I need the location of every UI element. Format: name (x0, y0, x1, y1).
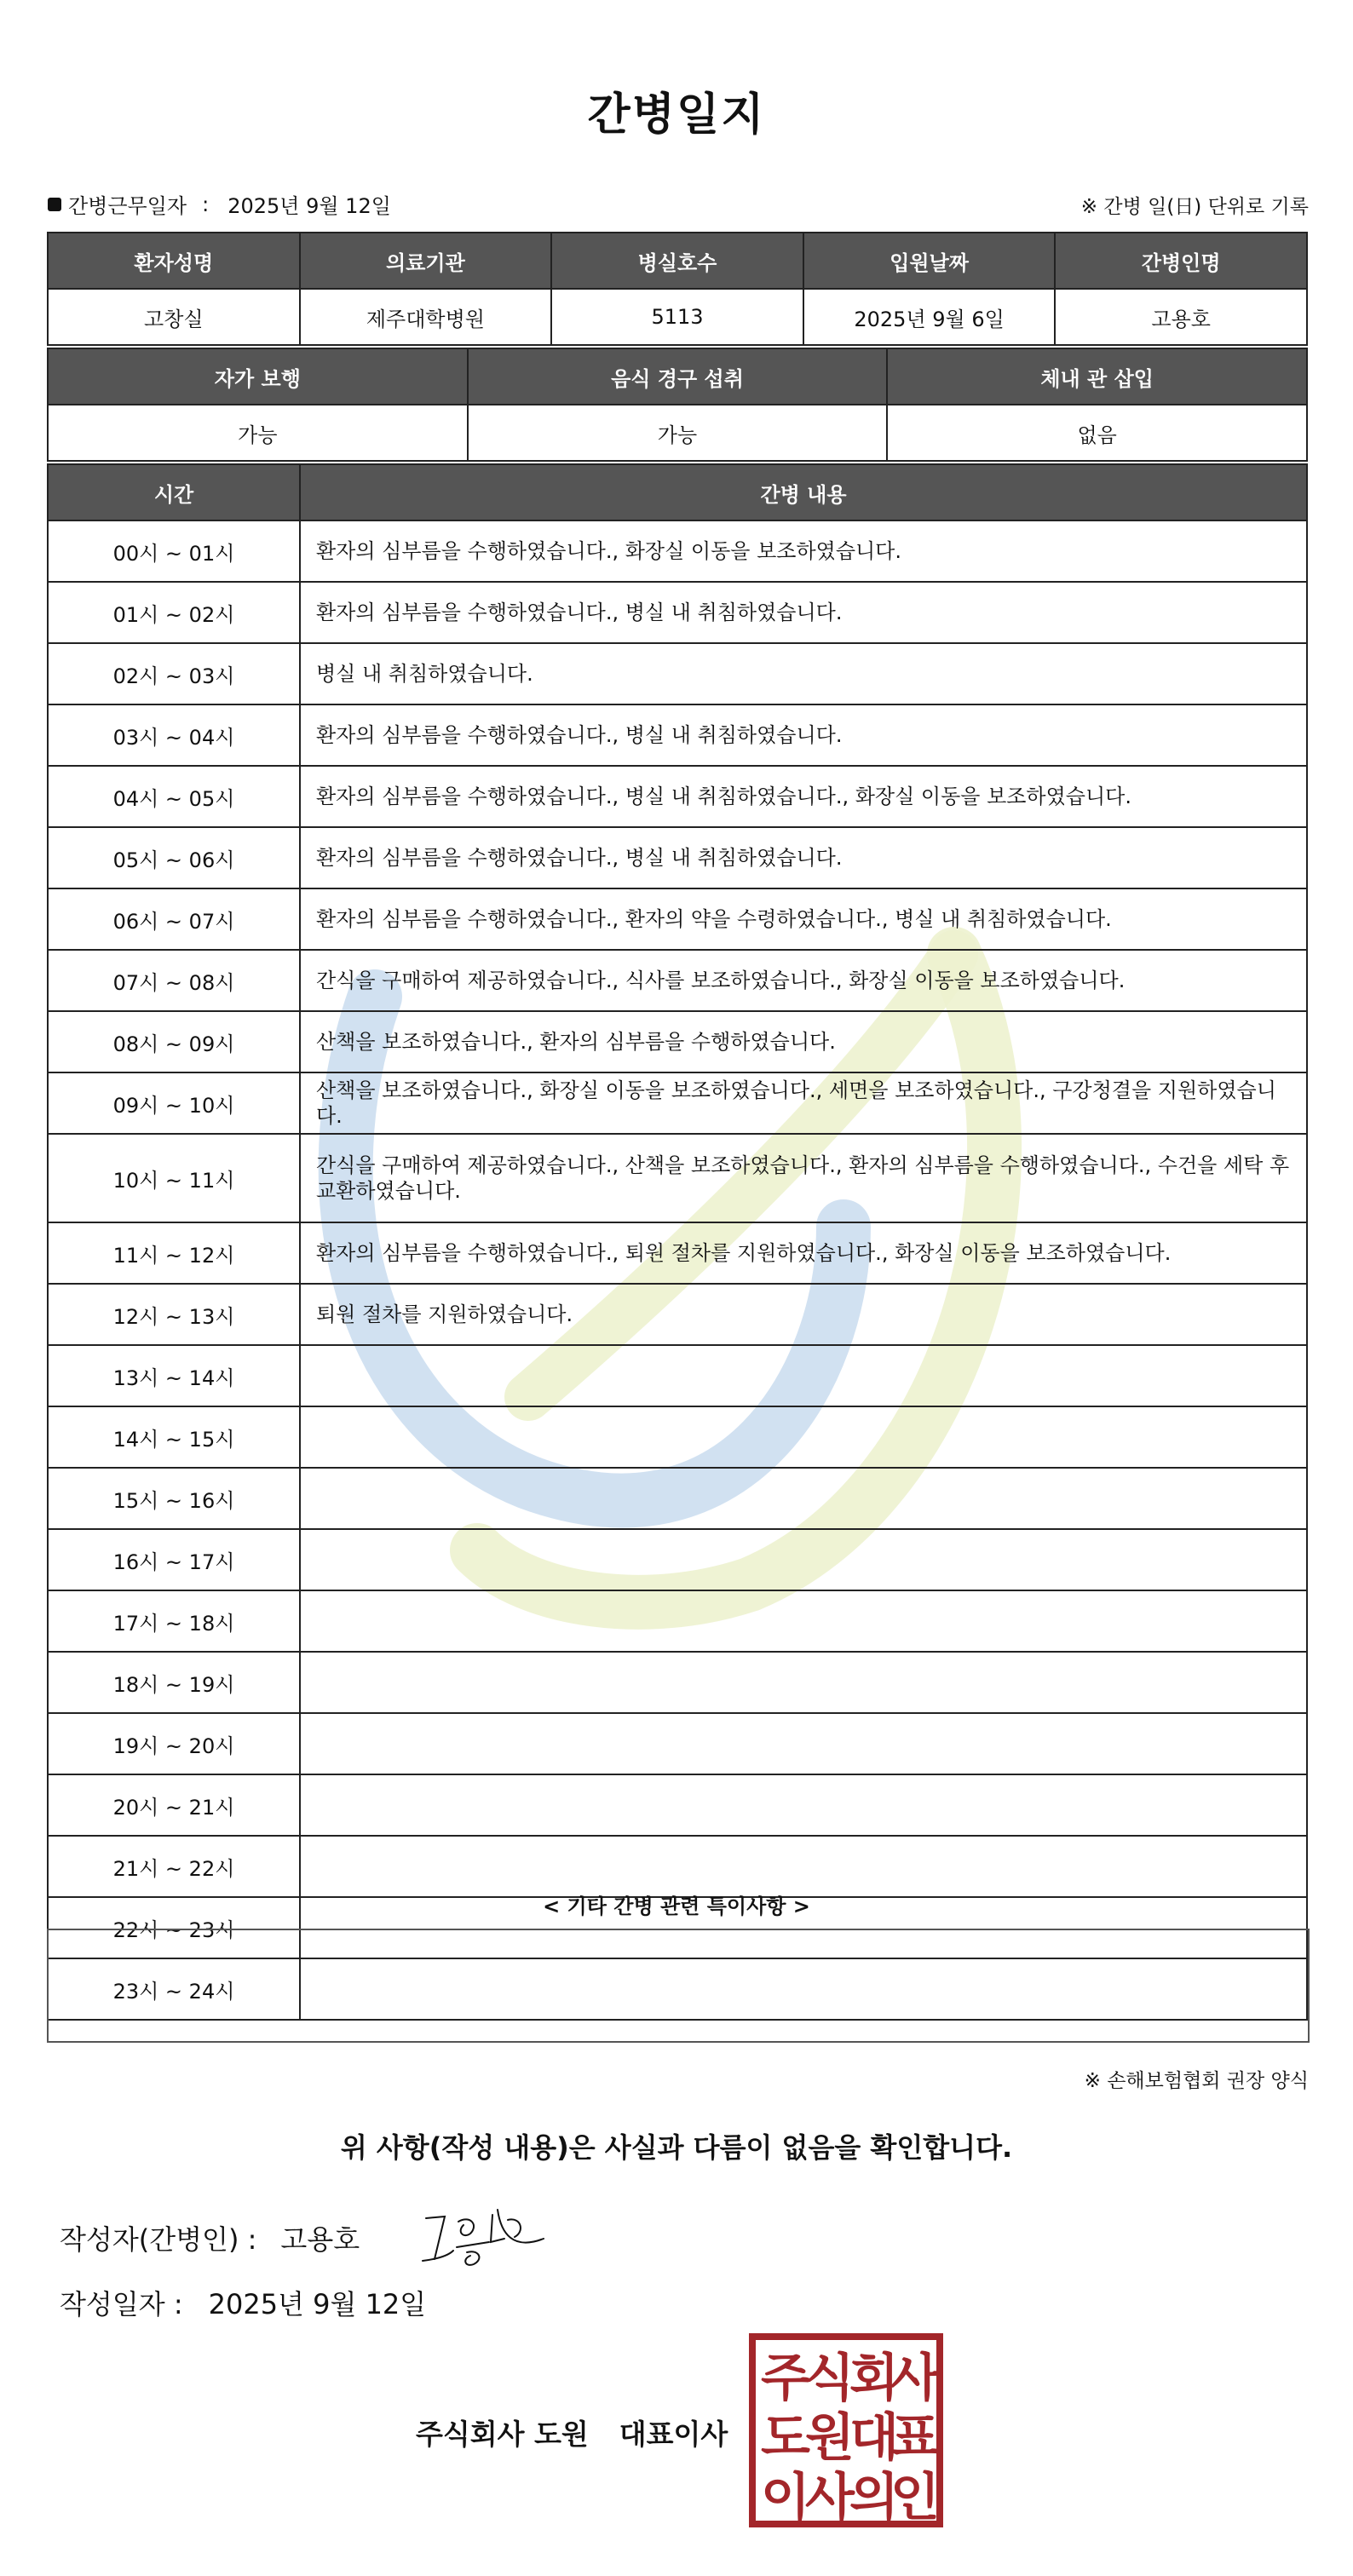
care-log-time: 17시 ~ 18시 (48, 1590, 300, 1652)
care-log-row (48, 520, 1307, 582)
care-log-time: 09시 ~ 10시 (48, 1072, 300, 1134)
care-log-content (300, 1529, 1307, 1590)
header-room-number: 병실호수 (551, 233, 803, 289)
care-log-row (48, 704, 1307, 766)
care-log-content: 환자의 심부름을 수행하였습니다., 병실 내 취침하였습니다. (300, 582, 1307, 643)
care-log-content: 환자의 심부름을 수행하였습니다., 퇴원 절차를 지원하였습니다., 화장실 이동을 보조하였습니다. (300, 1222, 1307, 1284)
svg-text:인: 인 (890, 2468, 940, 2527)
care-log-time: 13시 ~ 14시 (48, 1345, 300, 1406)
form-note: ※ 손해보험협회 권장 양식 (1084, 2070, 1309, 2092)
care-log-row (48, 1284, 1307, 1345)
care-log-table (47, 463, 1308, 2021)
care-log-time: 22시 ~ 23시 (48, 1897, 300, 1958)
care-log-content: 산책을 보조하였습니다., 환자의 심부름을 수행하였습니다. (300, 1011, 1307, 1072)
care-log-row (48, 950, 1307, 1011)
svg-text:사: 사 (805, 2468, 855, 2527)
care-log-time: 07시 ~ 08시 (48, 950, 300, 1011)
care-log-time: 06시 ~ 07시 (48, 888, 300, 950)
written-date-value: 2025년 9월 12일 (208, 2288, 427, 2320)
care-log-time: 08시 ~ 09시 (48, 1011, 300, 1072)
confirmation-statement: 위 사항(작성 내용)은 사실과 다름이 없음을 확인합니다. (340, 2131, 1013, 2164)
svg-text:도: 도 (761, 2408, 810, 2468)
ceo-title: 대표이사 (619, 2418, 728, 2451)
tube-insertion-value: 없음 (887, 405, 1307, 461)
work-date-label: 간병근무일자 (68, 194, 187, 218)
care-log-time: 16시 ~ 17시 (48, 1529, 300, 1590)
care-log-row (48, 827, 1307, 888)
care-log-content: 병실 내 취침하였습니다. (300, 643, 1307, 704)
care-log-content (300, 1468, 1307, 1529)
care-log-content (300, 1713, 1307, 1774)
writer-row (60, 2218, 360, 2257)
care-log-content: 환자의 심부름을 수행하였습니다., 화장실 이동을 보조하였습니다. (300, 520, 1307, 582)
care-log-time: 11시 ~ 12시 (48, 1222, 300, 1284)
care-log-content: 환자의 심부름을 수행하였습니다., 병실 내 취침하였습니다., 화장실 이동을 보조하였습니다. (300, 766, 1307, 827)
header-time: 시간 (48, 464, 300, 520)
care-log-time: 23시 ~ 24시 (48, 1958, 300, 2020)
svg-text:회: 회 (849, 2349, 899, 2408)
care-log-time: 21시 ~ 22시 (48, 1836, 300, 1897)
care-log-content: 퇴원 절차를 지원하였습니다. (300, 1284, 1307, 1345)
svg-text:대: 대 (849, 2408, 899, 2468)
header-patient-name: 환자성명 (48, 233, 300, 289)
work-date-colon: : (202, 192, 210, 216)
work-date-row (48, 189, 391, 219)
care-log-row (48, 888, 1307, 950)
care-log-row (48, 1590, 1307, 1652)
record-unit-note: ※ 간병 일(日) 단위로 기록 (1080, 196, 1309, 218)
care-log-content: 간식을 구매하여 제공하였습니다., 식사를 보조하였습니다., 화장실 이동을 보조하였습니다. (300, 950, 1307, 1011)
care-log-content: 환자의 심부름을 수행하였습니다., 병실 내 취침하였습니다. (300, 827, 1307, 888)
written-date-row (60, 2283, 426, 2322)
oral-intake-value: 가능 (468, 405, 888, 461)
written-date-label: 작성일자 : (60, 2288, 183, 2320)
care-log-time: 02시 ~ 03시 (48, 643, 300, 704)
care-log-time: 20시 ~ 21시 (48, 1774, 300, 1836)
svg-text:식: 식 (805, 2349, 855, 2408)
company-seal-stamp (748, 2332, 944, 2528)
care-log-time: 12시 ~ 13시 (48, 1284, 300, 1345)
company-name: 주식회사 도원 (416, 2418, 589, 2451)
admission-date: 2025년 9월 6일 (803, 289, 1056, 345)
care-log-content: 산책을 보조하였습니다., 화장실 이동을 보조하였습니다., 세면을 보조하였습니다., 구강청결을 지원하였습니다. (300, 1072, 1307, 1134)
care-log-time: 04시 ~ 05시 (48, 766, 300, 827)
hospital-name: 제주대학병원 (300, 289, 552, 345)
care-log-content (300, 1652, 1307, 1713)
header-admission-date: 입원날짜 (803, 233, 1056, 289)
care-log-row (48, 1836, 1307, 1897)
care-log-row (48, 1072, 1307, 1134)
care-log-row (48, 1406, 1307, 1468)
remarks-box (47, 1929, 1310, 2043)
care-log-time: 14시 ~ 15시 (48, 1406, 300, 1468)
care-log-time: 01시 ~ 02시 (48, 582, 300, 643)
care-log-row (48, 582, 1307, 643)
care-log-time: 15시 ~ 16시 (48, 1468, 300, 1529)
care-log-row (48, 1345, 1307, 1406)
care-log-content (300, 1590, 1307, 1652)
svg-text:주: 주 (761, 2349, 810, 2408)
care-log-time: 00시 ~ 01시 (48, 520, 300, 582)
self-walking-value: 가능 (48, 405, 468, 461)
remarks-title: < 기타 간병 관련 특이사항 > (543, 1895, 810, 1918)
care-log-row (48, 1652, 1307, 1713)
care-log-content: 환자의 심부름을 수행하였습니다., 환자의 약을 수령하였습니다., 병실 내 취침하였습니다. (300, 888, 1307, 950)
patient-name: 고창실 (48, 289, 300, 345)
work-date-value: 2025년 9월 12일 (227, 194, 391, 218)
care-log-row (48, 643, 1307, 704)
care-log-time: 19시 ~ 20시 (48, 1713, 300, 1774)
care-log-content: 환자의 심부름을 수행하였습니다., 병실 내 취침하였습니다. (300, 704, 1307, 766)
care-log-row (48, 1774, 1307, 1836)
care-log-time: 10시 ~ 11시 (48, 1134, 300, 1222)
room-number: 5113 (551, 289, 803, 345)
header-oral-intake: 음식 경구 섭취 (468, 348, 888, 405)
care-log-time: 03시 ~ 04시 (48, 704, 300, 766)
svg-text:사: 사 (890, 2349, 940, 2408)
bullet-square-icon (48, 198, 61, 211)
care-log-row (48, 1011, 1307, 1072)
writer-name: 고용호 (280, 2223, 360, 2256)
care-log-row (48, 1468, 1307, 1529)
patient-info-table (47, 232, 1308, 346)
care-log-row (48, 1529, 1307, 1590)
svg-text:이: 이 (761, 2468, 810, 2527)
svg-text:의: 의 (849, 2468, 899, 2527)
care-log-row (48, 1134, 1307, 1222)
company-row (416, 2412, 728, 2452)
header-care-content: 간병 내용 (300, 464, 1307, 520)
header-tube-insertion: 체내 관 삽입 (887, 348, 1307, 405)
page-title: 간병일지 (587, 89, 766, 141)
care-log-row (48, 1713, 1307, 1774)
svg-text:원: 원 (805, 2408, 855, 2468)
header-caregiver-name: 간병인명 (1055, 233, 1307, 289)
writer-label: 작성자(간병인) : (60, 2223, 257, 2256)
care-log-content (300, 1774, 1307, 1836)
caregiver-name: 고용호 (1055, 289, 1307, 345)
care-log-content (300, 1345, 1307, 1406)
signature-image (419, 2199, 547, 2276)
header-self-walking: 자가 보행 (48, 348, 468, 405)
care-log-row (48, 1222, 1307, 1284)
care-log-time: 18시 ~ 19시 (48, 1652, 300, 1713)
care-log-content (300, 1406, 1307, 1468)
header-hospital: 의료기관 (300, 233, 552, 289)
patient-status-table (47, 348, 1308, 462)
svg-text:표: 표 (890, 2408, 940, 2468)
care-log-content (300, 1836, 1307, 1897)
care-log-row (48, 766, 1307, 827)
care-log-content: 간식을 구매하여 제공하였습니다., 산책을 보조하였습니다., 환자의 심부름을 수행하였습니다., 수건을 세탁 후 교환하였습니다. (300, 1134, 1307, 1222)
care-log-time: 05시 ~ 06시 (48, 827, 300, 888)
